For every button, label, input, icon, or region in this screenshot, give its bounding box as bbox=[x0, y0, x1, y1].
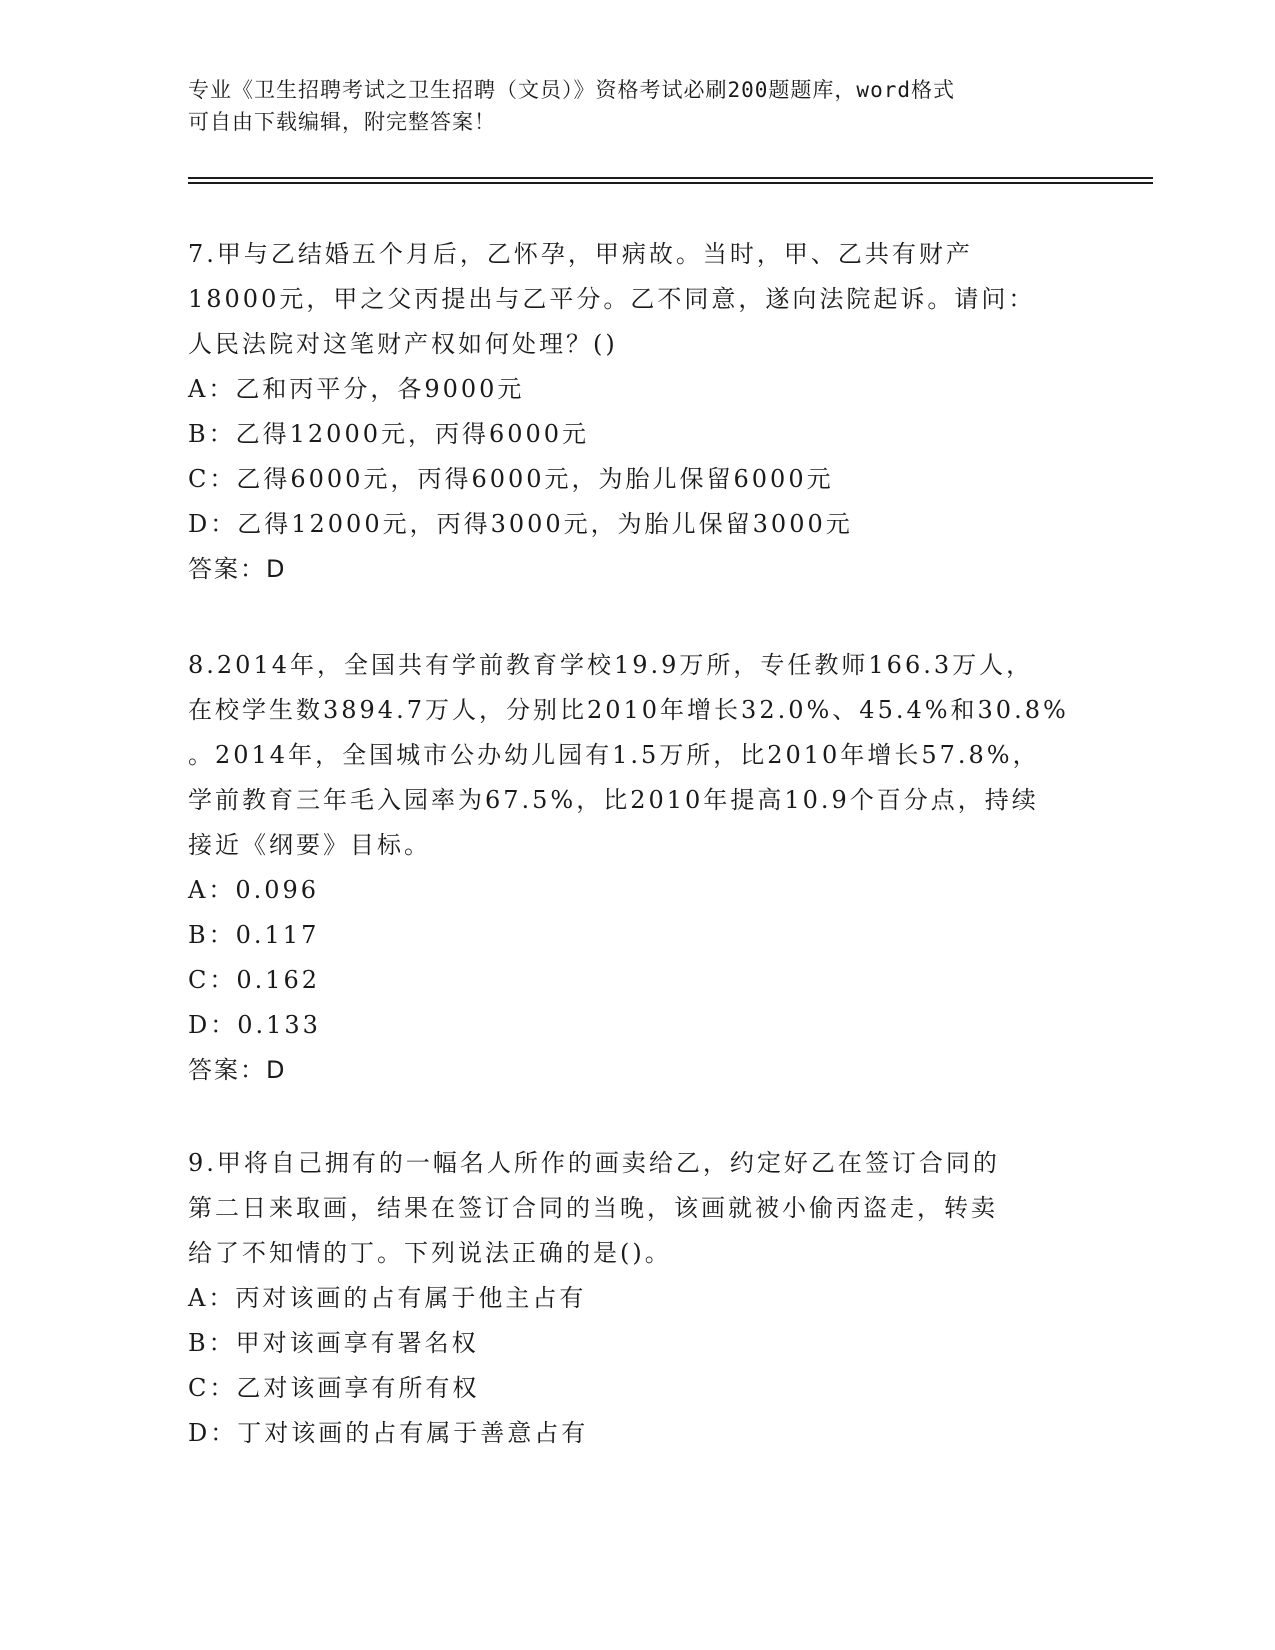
question-7 bbox=[188, 232, 1088, 592]
header-divider-bottom bbox=[188, 182, 1153, 184]
stem-line: 学前教育三年毛入园率为67.5%，比2010年提高10.9个百分点，持续 bbox=[188, 786, 1039, 814]
question-9 bbox=[188, 1141, 1088, 1456]
option-b: B：乙得12000元，丙得6000元 bbox=[188, 420, 590, 448]
stem-line: 9.甲将自己拥有的一幅名人所作的画卖给乙，约定好乙在签订合同的 bbox=[188, 1149, 1000, 1177]
stem-line: 18000元，甲之父丙提出与乙平分。乙不同意，遂向法院起诉。请问： bbox=[188, 285, 1036, 313]
option-c: C：乙得6000元，丙得6000元，为胎儿保留6000元 bbox=[188, 465, 834, 493]
option-d: D：0.133 bbox=[188, 1011, 321, 1039]
header-divider-top bbox=[188, 177, 1153, 179]
stem-line: 接近《纲要》目标。 bbox=[188, 831, 431, 859]
header-line-1: 专业《卫生招聘考试之卫生招聘（文员）》资格考试必刷200题题库，word格式 bbox=[188, 78, 955, 102]
option-b: B：0.117 bbox=[188, 921, 320, 949]
option-d: D：丁对该画的占有属于善意占有 bbox=[188, 1419, 589, 1447]
option-c: C：0.162 bbox=[188, 966, 321, 994]
stem-line: 人民法院对这笔财产权如何处理？() bbox=[188, 330, 618, 358]
document-header bbox=[188, 74, 1088, 138]
option-b: B：甲对该画享有署名权 bbox=[188, 1329, 479, 1357]
option-a: A：0.096 bbox=[188, 876, 320, 904]
option-d: D：乙得12000元，丙得3000元，为胎儿保留3000元 bbox=[188, 510, 853, 538]
question-stem bbox=[188, 1141, 1088, 1276]
stem-line: 给了不知情的丁。下列说法正确的是()。 bbox=[188, 1239, 672, 1267]
answer-line: 答案：D bbox=[188, 555, 287, 583]
answer-line: 答案：D bbox=[188, 1056, 287, 1084]
question-8 bbox=[188, 643, 1088, 1093]
stem-line: 7.甲与乙结婚五个月后，乙怀孕，甲病故。当时，甲、乙共有财产 bbox=[188, 240, 973, 268]
question-stem bbox=[188, 643, 1088, 868]
stem-line: 第二日来取画，结果在签订合同的当晚，该画就被小偷丙盗走，转卖 bbox=[188, 1194, 998, 1222]
option-a: A：丙对该画的占有属于他主占有 bbox=[188, 1284, 587, 1312]
option-a: A：乙和丙平分，各9000元 bbox=[188, 375, 525, 403]
stem-line: 。2014年，全国城市公办幼儿园有1.5万所，比2010年增长57.8%， bbox=[188, 741, 1040, 769]
stem-line: 8.2014年，全国共有学前教育学校19.9万所，专任教师166.3万人， bbox=[188, 651, 1034, 679]
option-c: C：乙对该画享有所有权 bbox=[188, 1374, 480, 1402]
header-line-2: 可自由下载编辑，附完整答案！ bbox=[188, 110, 496, 134]
stem-line: 在校学生数3894.7万人，分别比2010年增长32.0%、45.4%和30.8% bbox=[188, 696, 1069, 724]
question-stem bbox=[188, 232, 1088, 367]
